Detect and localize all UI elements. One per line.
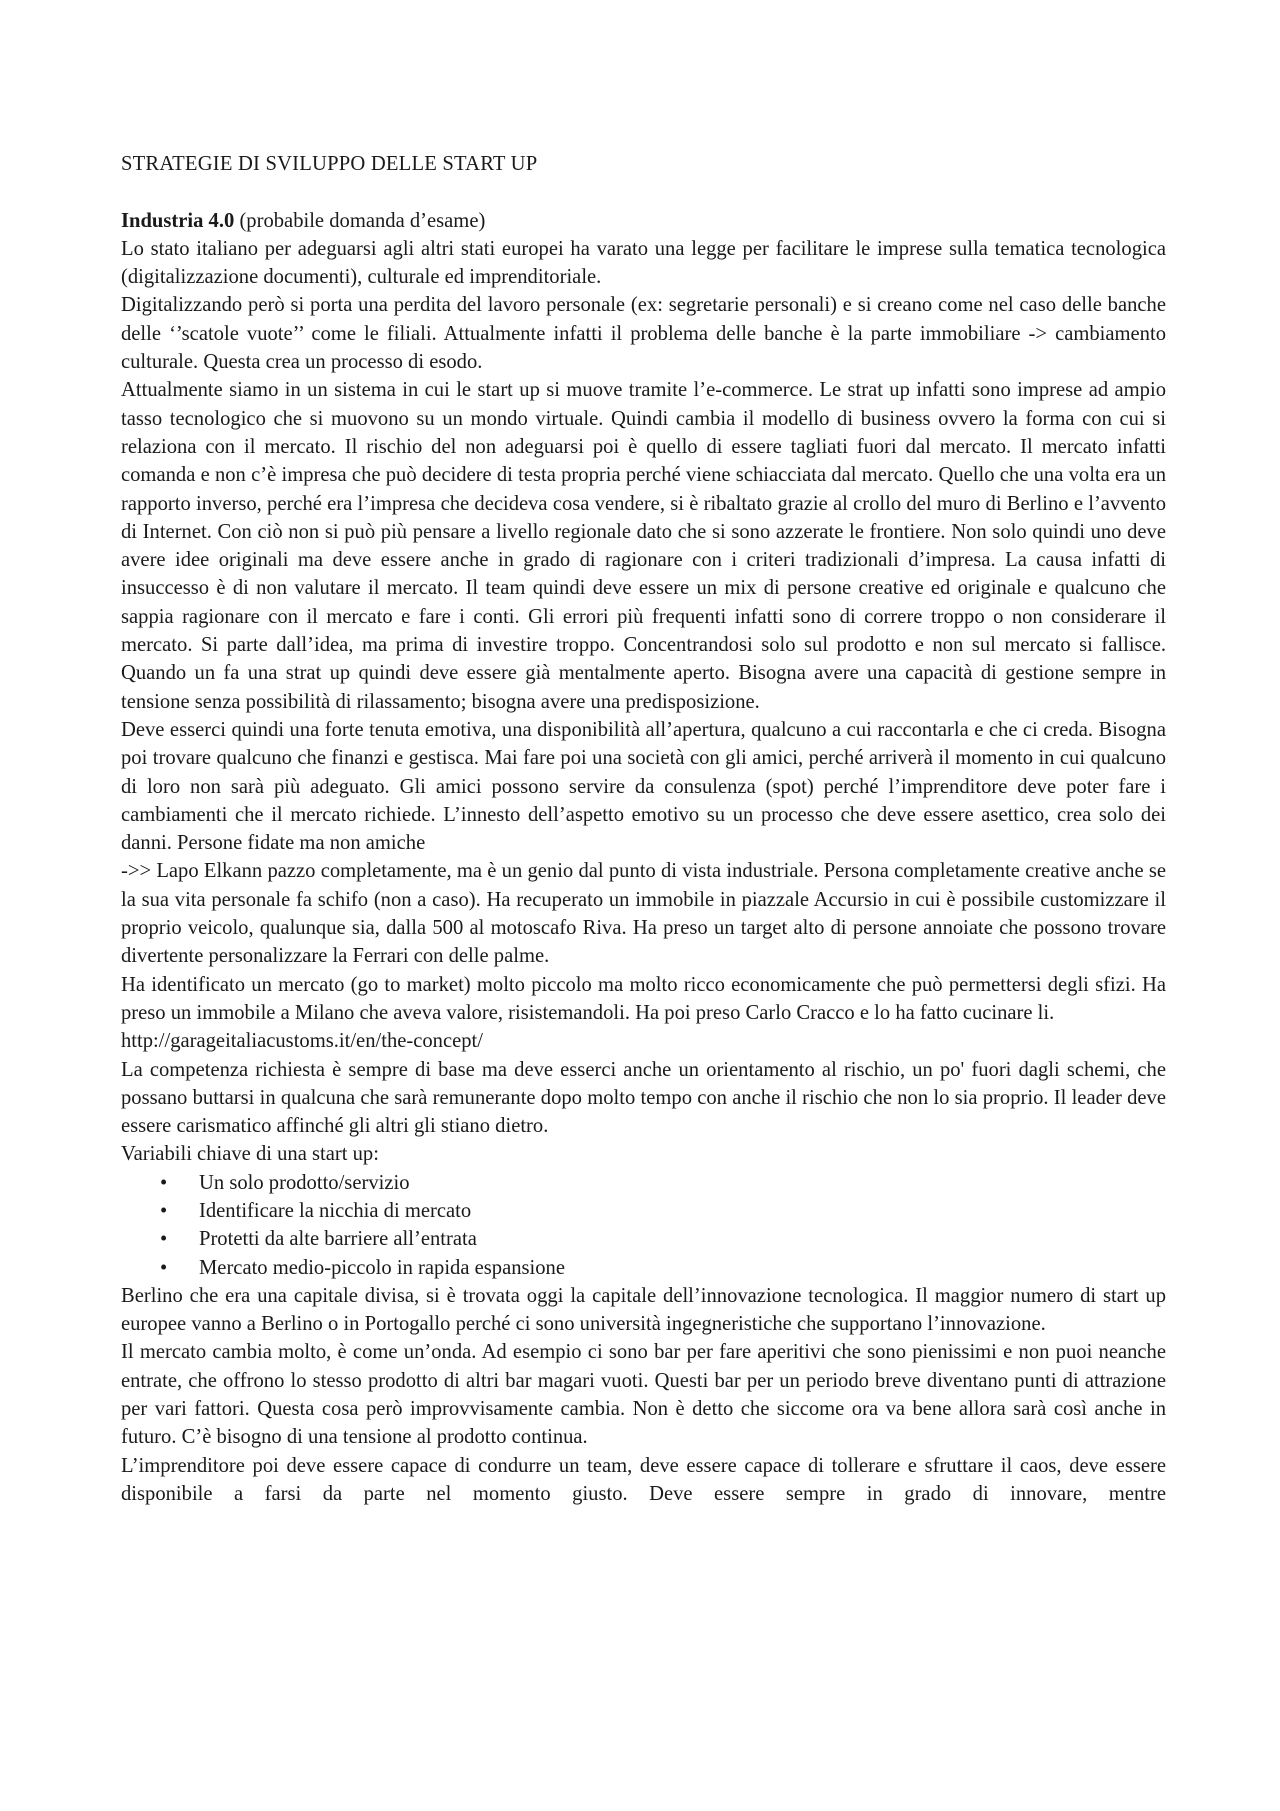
section-heading-bold: Industria 4.0	[121, 209, 235, 232]
paragraph-10: L’imprenditore poi deve essere capace di condurre un team, deve essere capace di tollerare e sfruttare il caos, deve essere disponibile a farsi da parte nel momento giusto. Deve essere sempre in grado di innovare, mentre	[121, 1454, 1166, 1505]
list-item-text: Identificare la nicchia di mercato	[199, 1199, 472, 1222]
paragraph-8: Berlino che era una capitale divisa, si è trovata oggi la capitale dell’innovazione tecnologica. Il maggior numero di start up europee vanno a Berlino o in Portogallo perché ci sono università ingegneristiche che supportano l’innovazione.	[121, 1284, 1166, 1336]
bullet-icon: •	[160, 1171, 168, 1194]
list-item	[121, 1169, 1166, 1197]
page-title: STRATEGIE DI SVILUPPO DELLE START UP	[121, 153, 538, 175]
bullet-icon: •	[160, 1199, 168, 1222]
url-link: http://garageitaliacustoms.it/en/the-concept/	[121, 1030, 483, 1053]
bullet-list	[121, 1169, 1166, 1282]
section-heading	[121, 207, 1166, 235]
list-item-text: Un solo prodotto/servizio	[199, 1171, 410, 1194]
document-body	[121, 150, 1166, 1508]
paragraph-2: Digitalizzando però si porta una perdita del lavoro personale (ex: segretarie personali) e si creano come nel caso delle banche delle ‘’scatole vuote’’ come le filiali. Attualmente infatti il problema delle banche è la parte immobiliare -> cambiamento culturale. Questa crea un processo di esodo.	[121, 294, 1166, 374]
list-item-text: Protetti da alte barriere all’entrata	[199, 1228, 477, 1251]
paragraph-3: Attualmente siamo in un sistema in cui le start up si muove tramite l’e-commerce. Le strat up infatti sono imprese ad ampio tasso tecnologico che si muovono su un mondo virtuale. Quindi cambia il modello di business ovvero la forma con cui si relaziona con il mercato. Il rischio del non adeguarsi poi è quello di essere tagliati fuori dal mercato. Il mercato infatti comanda e non c’è impresa che può decidere di testa propria perché viene schiacciata dal mercato. Quello che una volta era un rapporto inverso, perché era l’impresa che decideva cosa vendere, si è ribaltato grazie al crollo del muro di Berlino e l’avvento di Internet. Con ciò non si può più pensare a livello regionale dato che si sono azzerate le frontiere. Non solo quindi uno deve avere idee originali ma deve essere anche in grado di ragionare con i criteri tradizionali d’impresa. La causa infatti di insuccesso è di non valutare il mercato. Il team quindi deve essere un mix di persone creative ed originale e qualcuno che sappia ragionare con il mercato e fare i conti. Gli errori più frequenti infatti sono di correre troppo o non considerare il mercato. Si parte dall’idea, ma prima di investire troppo. Concentrandosi solo sul prodotto e non sul mercato si fallisce. Quando un fa una strat up quindi deve essere già mentalmente aperto. Bisogna avere una capacità di gestione sempre in tensione senza possibilità di rilassamento; bisogna avere una predisposizione.	[121, 379, 1166, 713]
list-item	[121, 1254, 1166, 1282]
paragraph-7: La competenza richiesta è sempre di base ma deve esserci anche un orientamento al rischio, un po' fuori dagli schemi, che possano buttarsi in qualcuna che sarà remunerante dopo molto tempo con anche il rischio che non lo sia proprio. Il leader deve essere carismatico affinché gli altri gli stiano dietro.	[121, 1058, 1166, 1138]
paragraph-5: ->> Lapo Elkann pazzo completamente, ma è un genio dal punto di vista industriale. Persona completamente creative anche se la sua vita personale fa schifo (non a caso). Ha recuperato un immobile in piazzale Accursio in cui è possibile customizzare il proprio veicolo, qualunque sia, dalla 500 al motoscafo Riva. Ha preso un target alto di persone annoiate che possono trovare divertente personalizzare la Ferrari con delle palme.	[121, 860, 1166, 968]
paragraph-1: Lo stato italiano per adeguarsi agli altri stati europei ha varato una legge per facilitare le imprese sulla tematica tecnologica (digitalizzazione documenti), culturale ed imprenditoriale.	[121, 237, 1166, 289]
bullet-icon: •	[160, 1228, 168, 1251]
blank-line	[121, 178, 1166, 206]
list-item-text: Mercato medio-piccolo in rapida espansione	[199, 1256, 565, 1279]
paragraph-6: Ha identificato un mercato (go to market) molto piccolo ma molto ricco economicamente che può permettersi degli sfizi. Ha preso un immobile a Milano che aveva valore, risistemandoli. Ha poi preso Carlo Cracco e lo ha fatto cucinare li.	[121, 973, 1166, 1024]
list-item	[121, 1225, 1166, 1253]
paragraph-9: Il mercato cambia molto, è come un’onda. Ad esempio ci sono bar per fare aperitivi che sono pienissimi e non puoi neanche entrate, che offrono lo stesso prodotto di altri bar magari vuoti. Questi bar per un periodo breve diventano punti di attrazione per vari fattori. Questa cosa però improvvisamente cambia. Non è detto che siccome ora va bene allora sarà così anche in futuro. C’è bisogno di una tensione al prodotto continua.	[121, 1341, 1166, 1449]
section-heading-note: (probabile domanda d’esame)	[234, 209, 486, 232]
list-intro: Variabili chiave di una start up:	[121, 1143, 379, 1166]
bullet-icon: •	[160, 1256, 168, 1279]
paragraph-4: Deve esserci quindi una forte tenuta emotiva, una disponibilità all’apertura, qualcuno a cui raccontarla e che ci creda. Bisogna poi trovare qualcuno che finanzi e gestisca. Mai fare poi una società con gli amici, perché arriverà il momento in cui qualcuno di loro non sarà più adeguato. Gli amici possono servire da consulenza (spot) perché l’imprenditore deve poter fare i cambiamenti che il mercato richiede. L’innesto dell’aspetto emotivo su un processo che deve essere asettico, crea solo dei danni. Persone fidate ma non amiche	[121, 718, 1166, 855]
list-item	[121, 1197, 1166, 1225]
